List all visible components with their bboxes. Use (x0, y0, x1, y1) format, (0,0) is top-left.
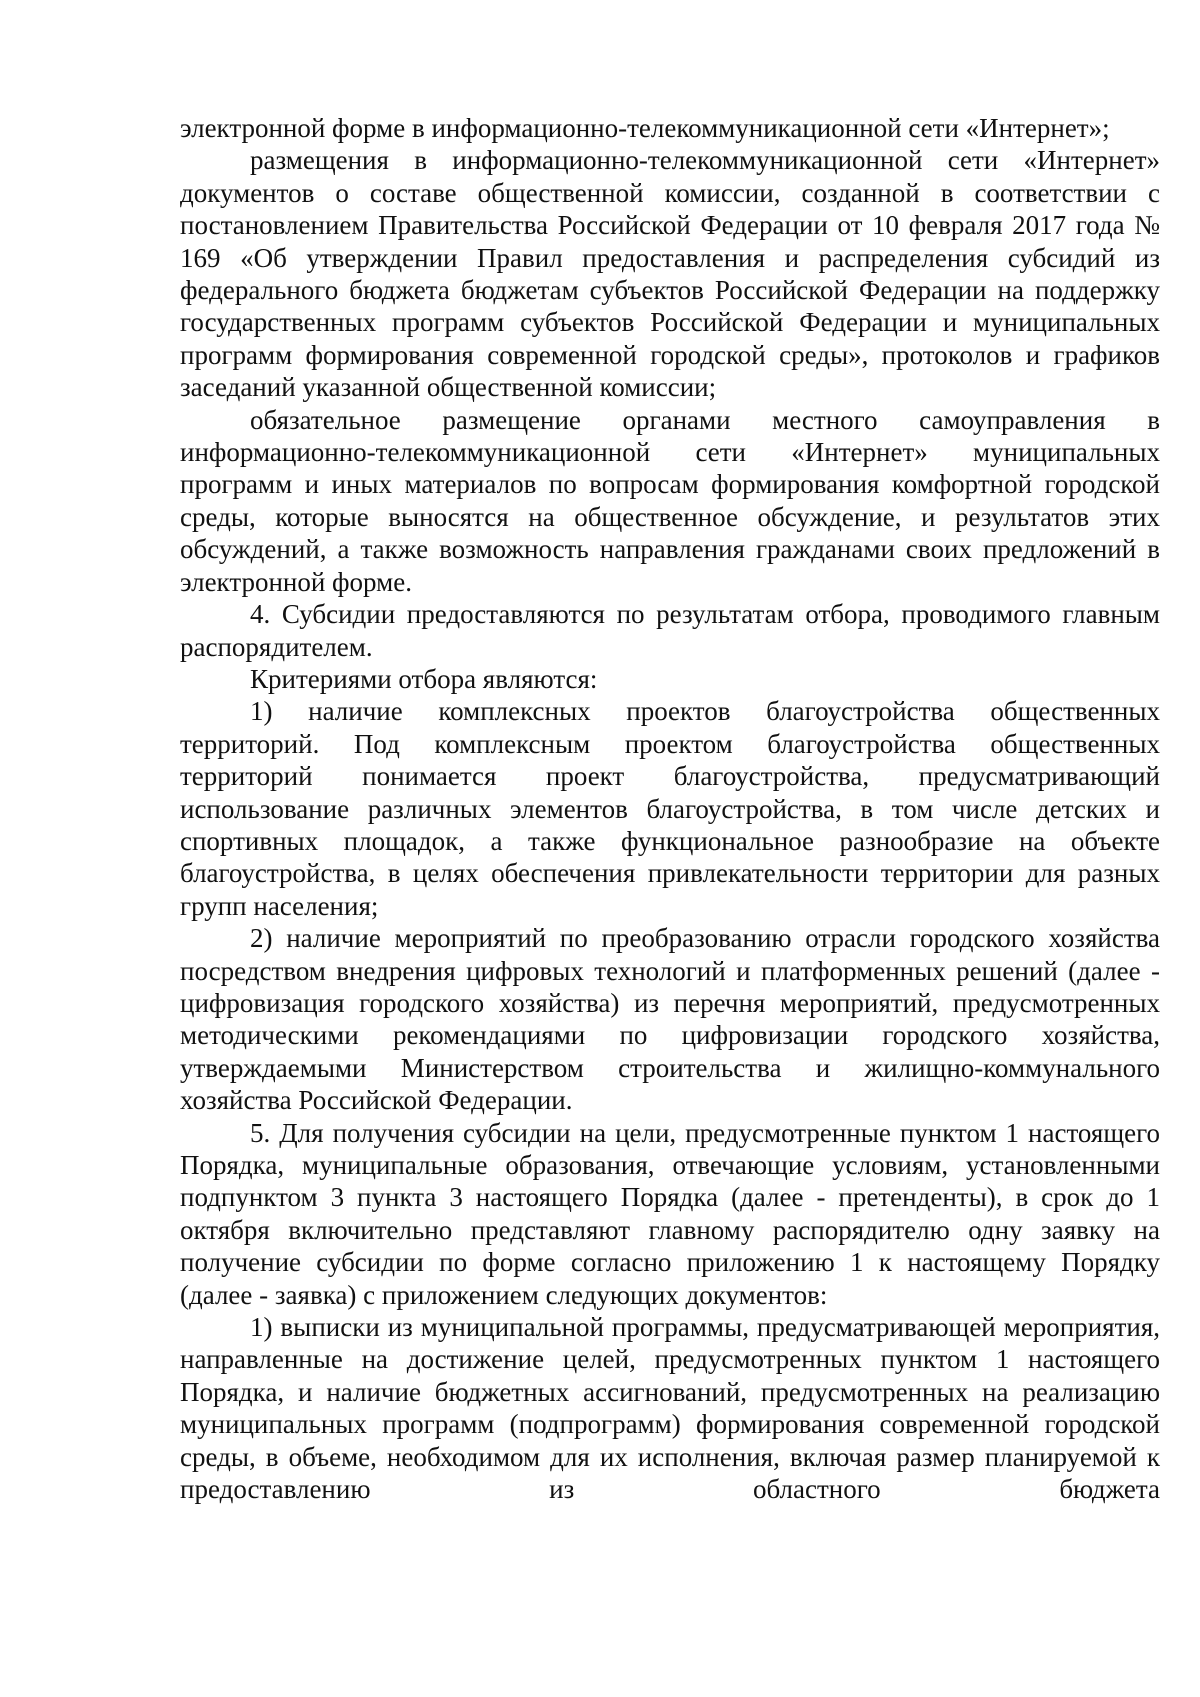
paragraph-item-4: 4. Субсидии предоставляются по результатам отбора, проводимого главным распорядителем. (180, 599, 1160, 662)
paragraph-document-1: 1) выписки из муниципальной программы, предусматривающей мероприятия, направленные на достижение целей, предусмотренных пунктом 1 настоящего Порядка, и наличие бюджетных ассигнований, предусмотренных на реализацию муниципальных программ (подпрограмм) формирования современной городской среды, в объеме, необходимом для их исполнения, включая размер планируемой к предоставлению из областного бюджета (180, 1312, 1160, 1505)
paragraph-criterion-1: 1) наличие комплексных проектов благоустройства общественных территорий. Под комплексным проектом благоустройства общественных территорий понимается проект благоустройства, предусматривающий использование различных элементов благоустройства, в том числе детских и спортивных площадок, а также функциональное разнообразие на объекте благоустройства, в целях обеспечения привлекательности территории для разных групп населения; (180, 696, 1160, 921)
document-page (180, 112, 1160, 1505)
paragraph-selection-criteria: Критериями отбора являются: (250, 663, 598, 694)
paragraph-criterion-2: 2) наличие мероприятий по преобразованию отрасли городского хозяйства посредством внедрения цифровых технологий и платформенных решений (далее - цифровизация городского хозяйства) из перечня мероприятий, предусмотренных методическими рекомендациями по цифровизации городского хозяйства, утверждаемыми Министерством строительства и жилищно-коммунального хозяйства Российской Федерации. (180, 923, 1160, 1116)
paragraph-electronic-form: электронной форме в информационно-телекоммуникационной сети «Интернет»; (180, 113, 1110, 143)
paragraph-mandatory-publication: обязательное размещение органами местного самоуправления в информационно-телекоммуникационной сети «Интернет» муниципальных программ и иных материалов по вопросам формирования комфортной городской среды, которые выносятся на общественное обсуждение, и результатов этих обсуждений, а также возможность направления гражданами своих предложений в электронной форме. (180, 404, 1160, 597)
paragraph-item-5: 5. Для получения субсидии на цели, предусмотренные пунктом 1 настоящего Порядка, муниципальные образования, отвечающие условиям, установленными подпунктом 3 пункта 3 настоящего Порядка (далее - претенденты), в срок до 1 октября включительно представляют главному распорядителю одну заявку на получение субсидии по форме согласно приложению 1 к настоящему Порядку (далее - заявка) с приложением следующих документов: (180, 1117, 1160, 1310)
paragraph-commission-documents: размещения в информационно-телекоммуникационной сети «Интернет» документов о составе общественной комиссии, созданной в соответствии с постановлением Правительства Российской Федерации от 10 февраля 2017 года № 169 «Об утверждении Правил предоставления и распределения субсидий из федерального бюджета бюджетам субъектов Российской Федерации на поддержку государственных программ субъектов Российской Федерации и муниципальных программ формирования современной городской среды», протоколов и графиков заседаний указанной общественной комиссии; (180, 145, 1160, 403)
